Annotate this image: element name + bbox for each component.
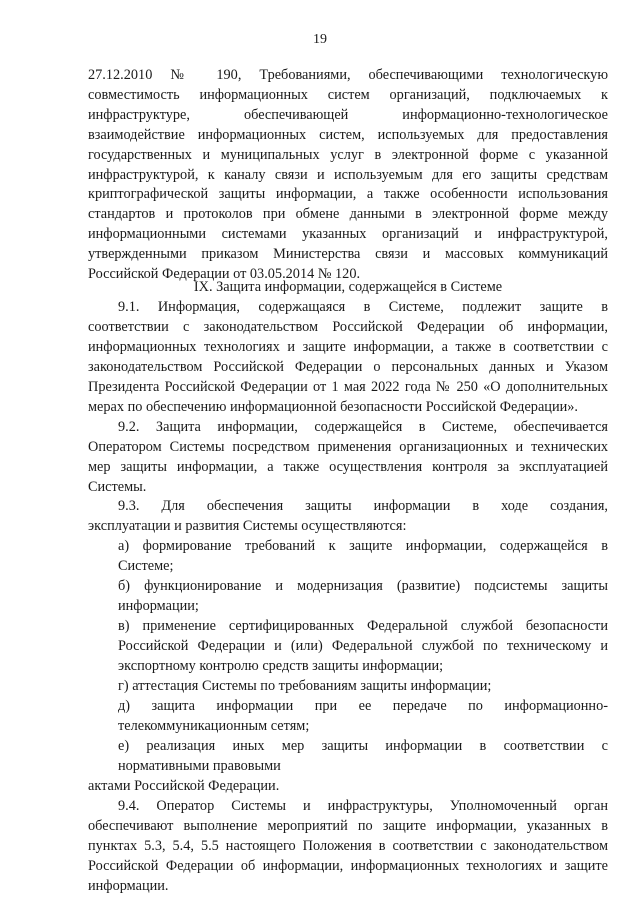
text-line: Российской Федерации об информации, информационных технологиях и защите	[88, 857, 608, 874]
text-line: соответствии с законодательством Российской Федерации об информации,	[88, 318, 608, 335]
paragraph-9-2	[88, 418, 608, 498]
text-line: инфраструктуре, обеспечивающей информационно-технологическое	[88, 106, 608, 123]
text-line: инфраструктурой, к каналу связи и используемым для его защиты средствам	[88, 166, 608, 183]
text-line: законодательством Российской Федерации о персональных данных и Указом	[88, 358, 608, 375]
text-line: е) реализация иных мер защиты информации в соответствии с	[118, 738, 608, 754]
text-line: в) применение сертифицированных Федеральной службой безопасности	[118, 618, 608, 634]
text-line: криптографической защиты информации, а также особенности использования	[88, 186, 608, 203]
text-line: 9.2. Защита информации, содержащейся в Системе, обеспечивается	[118, 419, 608, 435]
list-item-g	[88, 677, 608, 697]
list-item-e	[88, 737, 608, 797]
text-line: телекоммуникационным сетям;	[118, 717, 310, 734]
text-line: информации.	[88, 877, 169, 894]
paragraph-9-3	[88, 497, 608, 537]
text-line: 9.1. Информация, содержащаяся в Системе, подлежит защите в	[118, 299, 608, 315]
text-line: информационными системами указанных организаций и инфраструктурой,	[88, 226, 608, 243]
text-line: 9.4. Оператор Системы и инфраструктуры, Уполномоченный орган	[118, 798, 608, 814]
section-title: IX. Защита информации, содержащейся в Системе	[193, 279, 503, 295]
text-line: обеспечивают выполнение мероприятий по защите информации, указанных в	[88, 817, 608, 834]
text-line: актами Российской Федерации.	[88, 777, 280, 794]
text-line: г) аттестация Системы по требованиям защиты информации;	[118, 678, 492, 694]
text-line: а) формирование требований к защите информации, содержащейся в	[118, 538, 608, 554]
list-item-d	[88, 697, 608, 737]
text-line: эксплуатации и развития Системы осуществляются:	[88, 517, 407, 534]
intro-paragraph	[88, 66, 608, 285]
text-line: экспортному контролю средств защиты информации;	[118, 657, 444, 674]
text-line: Оператором Системы посредством применения организационных и технических	[88, 438, 608, 455]
text-line: Системе;	[118, 557, 174, 574]
text-line: стандартов и протоколов при обмене данными в электронной форме между	[88, 206, 608, 223]
text-line: Российской Федерации и (или) Федеральной службой по техническому и	[118, 637, 608, 654]
list-item-a	[88, 537, 608, 577]
text-line: совместимость информационных систем организаций, подключаемых к	[88, 86, 608, 103]
text-line: мерах по обеспечению информационной безопасности Российской Федерации».	[88, 398, 578, 415]
text-line: Российской Федерации от 03.05.2014 № 120.	[88, 266, 361, 283]
list-item-b	[88, 577, 608, 617]
section-heading	[88, 278, 608, 298]
list-item-c	[88, 617, 608, 677]
text-line: 9.3. Для обеспечения защиты информации в ходе создания,	[118, 498, 608, 514]
text-line: утвержденными приказом Министерства связи и массовых коммуникаций	[88, 246, 608, 263]
text-line: Президента Российской Федерации от 1 мая 2022 года № 250 «О дополнительных	[88, 378, 608, 395]
text-line: информационных технологиях и защите информации, а также в соответствии с	[88, 338, 608, 355]
text-line: государственных и муниципальных услуг в электронной форме с указанной	[88, 146, 608, 163]
paragraph-9-4	[88, 797, 608, 897]
paragraph-9-1	[88, 298, 608, 417]
page-number: 19	[313, 32, 327, 47]
text-line: б) функционирование и модернизация (развитие) подсистемы защиты	[118, 578, 608, 594]
text-line: 27.12.2010 № 190, Требованиями, обеспечивающими технологическую	[88, 67, 608, 83]
text-line: пунктах 5.3, 5.4, 5.5 настоящего Положения в соответствии с законодательством	[88, 837, 608, 854]
text-line: д) защита информации при ее передаче по информационно-	[118, 698, 608, 714]
text-line: мер защиты информации, а также осуществления контроля за эксплуатацией	[88, 458, 608, 475]
text-line: информации;	[118, 597, 199, 614]
text-line: взаимодействие информационных систем, используемых для предоставления	[88, 126, 608, 143]
text-line: Системы.	[88, 478, 147, 495]
text-line: нормативными правовыми	[118, 757, 281, 774]
